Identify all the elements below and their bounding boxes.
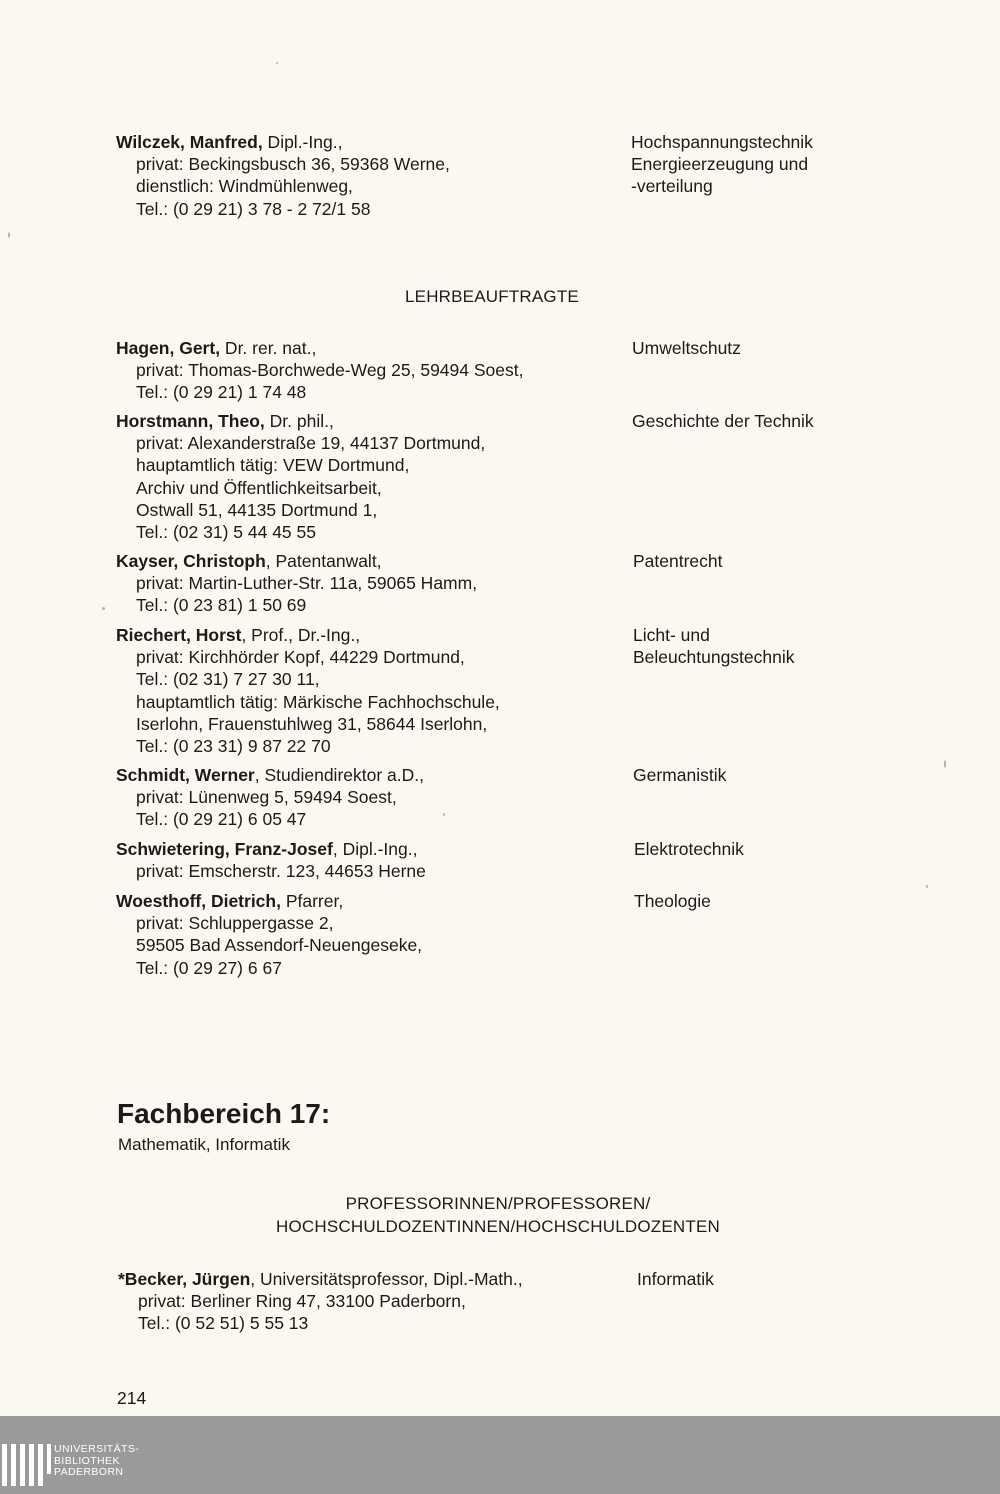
entry-line: Tel.: (02 31) 7 27 30 11,	[136, 669, 320, 690]
person-entry	[116, 624, 616, 757]
person-title: Dipl.-Ing.,	[262, 132, 343, 152]
scan-speck	[102, 607, 105, 610]
entry-line: privat: Schluppergasse 2,	[136, 913, 334, 934]
entry-line: hauptamtlich tätig: Märkische Fachhochschule,	[136, 691, 500, 712]
entry-line: privat: Beckingsbusch 36, 59368 Werne,	[136, 154, 450, 175]
entry-line: privat: Kirchhörder Kopf, 44229 Dortmund,	[136, 647, 465, 668]
entry-line: Ostwall 51, 44135 Dortmund 1,	[136, 499, 378, 520]
entry-line: privat: Thomas-Borchwede-Weg 25, 59494 Soest,	[136, 360, 524, 381]
entry-line: Tel.: (0 52 51) 5 55 13	[138, 1313, 309, 1334]
person-entry	[118, 1268, 618, 1335]
scan-speck	[926, 885, 928, 888]
scan-speck	[8, 232, 10, 238]
scan-speck	[944, 760, 946, 768]
entry-line: Tel.: (0 29 21) 3 78 - 2 72/1 58	[136, 198, 371, 219]
scan-speck	[443, 813, 445, 816]
subject-field: Germanistik	[633, 765, 727, 785]
person-entry	[116, 550, 616, 617]
entry-line: Iserlohn, Frauenstuhlweg 31, 58644 Iserlohn,	[136, 713, 488, 734]
person-entry	[116, 764, 616, 831]
person-title: , Studiendirektor a.D.,	[254, 765, 424, 785]
subject-field: Hochspannungstechnik Energieerzeugung und -verteilung	[631, 132, 813, 197]
person-entry	[116, 337, 616, 404]
person-name: Schwietering, Franz-Josef	[116, 839, 333, 859]
entry-line: privat: Lünenweg 5, 59494 Soest,	[136, 787, 397, 808]
section-heading-lehrbeauftragte: LEHRBEAUFTRAGTE	[405, 287, 579, 306]
entry-line: privat: Martin-Luther-Str. 11a, 59065 Hamm,	[136, 573, 478, 594]
person-name: Riechert, Horst	[116, 625, 242, 645]
person-title: , Prof., Dr.-Ing.,	[241, 625, 361, 645]
entry-line: Tel.: (02 31) 5 44 45 55	[136, 522, 316, 543]
entry-line: Tel.: (0 23 31) 9 87 22 70	[136, 736, 331, 757]
entry-line: privat: Alexanderstraße 19, 44137 Dortmund,	[136, 433, 486, 454]
person-title: Dr. phil.,	[264, 411, 334, 431]
person-entry	[116, 890, 616, 979]
entry-line: Tel.: (0 29 21) 6 05 47	[136, 809, 307, 830]
person-title: , Dipl.-Ing.,	[332, 839, 418, 859]
person-entry	[116, 838, 616, 882]
person-title: Pfarrer,	[280, 891, 344, 911]
subject-field: Elektrotechnik	[634, 839, 744, 859]
library-logo-text: UNIVERSITÄTS- BIBLIOTHEK PADERBORN	[54, 1443, 140, 1478]
subject-field: Theologie	[634, 891, 711, 911]
library-footer-bar	[0, 1416, 1000, 1494]
person-title: , Patentanwalt,	[265, 551, 382, 571]
library-logo-icon	[2, 1444, 51, 1486]
subject-field: Geschichte der Technik	[632, 411, 814, 431]
entry-line: Tel.: (0 29 21) 1 74 48	[136, 382, 307, 403]
person-title: Dr. rer. nat.,	[220, 338, 317, 358]
entry-line: hauptamtlich tätig: VEW Dortmund,	[136, 455, 410, 476]
subject-field: Patentrecht	[633, 551, 723, 571]
person-name: *Becker, Jürgen	[118, 1269, 251, 1289]
person-title: , Universitätsprofessor, Dipl.-Math.,	[250, 1269, 523, 1289]
entry-line: Archiv und Öffentlichkeitsarbeit,	[136, 477, 382, 498]
person-name: Schmidt, Werner	[116, 765, 255, 785]
person-entry	[116, 131, 616, 220]
fachbereich-subtitle: Mathematik, Informatik	[118, 1135, 290, 1154]
subject-field: Umweltschutz	[632, 338, 741, 358]
person-name: Kayser, Christoph	[116, 551, 266, 571]
person-name: Wilczek, Manfred,	[116, 132, 263, 152]
section-heading-professoren: PROFESSORINNEN/PROFESSOREN/ HOCHSCHULDOZENTINNEN/HOCHSCHULDOZENTEN	[276, 1194, 720, 1236]
scan-speck	[276, 62, 278, 64]
entry-line: privat: Emscherstr. 123, 44653 Herne	[136, 861, 426, 882]
subject-field: Informatik	[637, 1269, 714, 1289]
person-name: Hagen, Gert,	[116, 338, 221, 358]
entry-line: Tel.: (0 29 27) 6 67	[136, 957, 282, 978]
entry-line: privat: Berliner Ring 47, 33100 Paderborn,	[138, 1291, 466, 1312]
person-entry	[116, 410, 616, 543]
person-name: Woesthoff, Dietrich,	[116, 891, 281, 911]
person-name: Horstmann, Theo,	[116, 411, 265, 431]
fachbereich-title: Fachbereich 17:	[117, 1098, 331, 1129]
subject-field: Licht- und Beleuchtungstechnik	[633, 625, 795, 668]
entry-line: Tel.: (0 23 81) 1 50 69	[136, 595, 307, 616]
page-number: 214	[117, 1388, 147, 1408]
entry-line: 59505 Bad Assendorf-Neuengeseke,	[136, 935, 423, 956]
entry-line: dienstlich: Windmühlenweg,	[136, 176, 353, 197]
